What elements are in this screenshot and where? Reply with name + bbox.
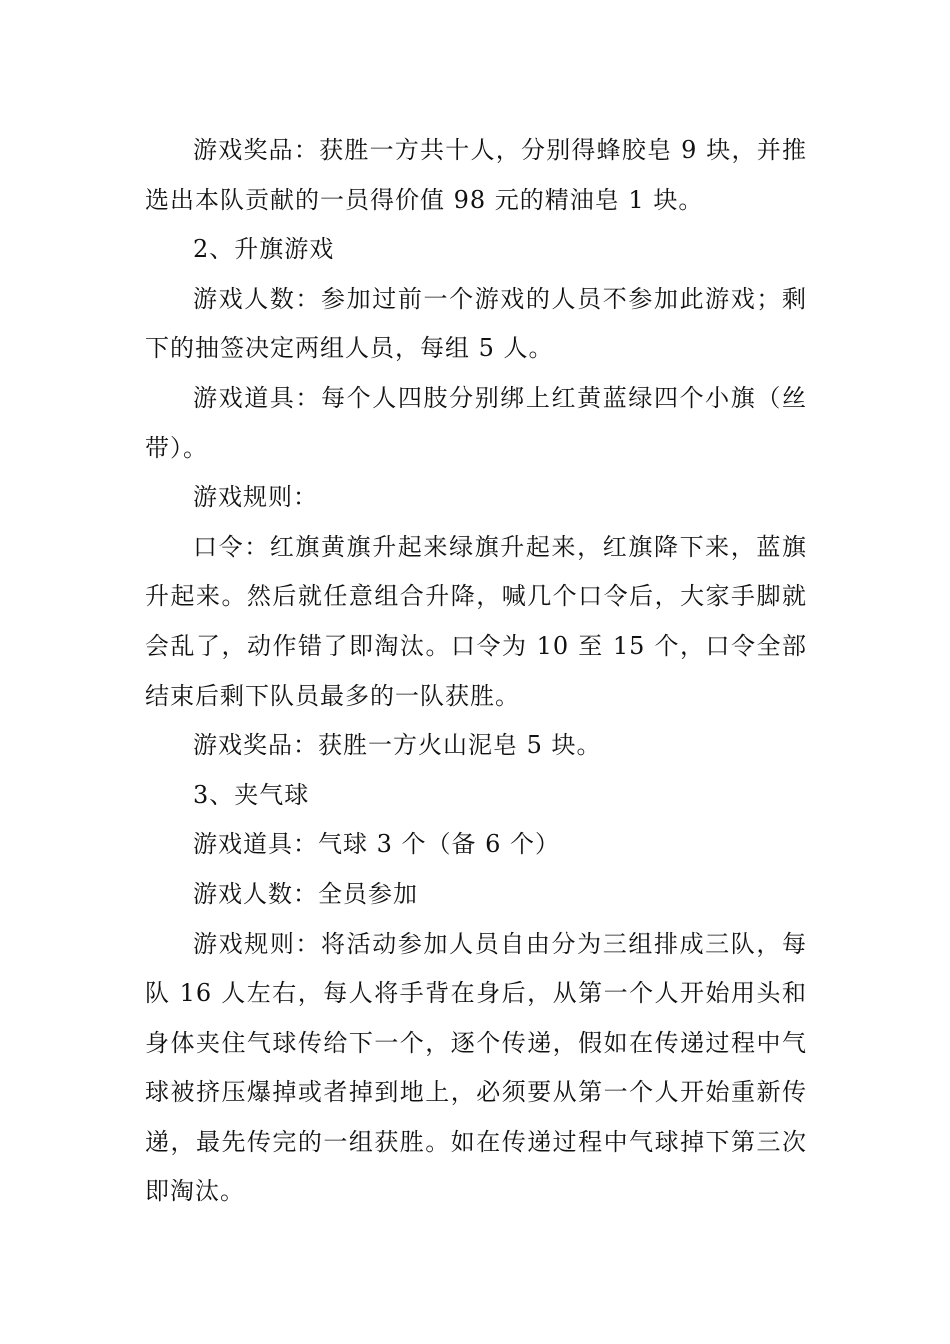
section-heading-flag-game: 2、升旗游戏 <box>193 235 335 264</box>
paragraph-prize-1: 游戏奖品：获胜一方共十人，分别得蜂胶皂 9 块，并推选出本队贡献的一员得价值 98 元的精油皂 1 块。 <box>145 136 807 214</box>
section-heading-balloon-game: 3、夹气球 <box>193 780 310 809</box>
paragraph-rules-heading-2: 游戏规则： <box>193 483 318 512</box>
paragraph-participants-3: 游戏人数：全员参加 <box>193 879 418 908</box>
paragraph-props-3: 游戏道具：气球 3 个（备 6 个） <box>193 830 561 859</box>
paragraph-props-2: 游戏道具：每个人四肢分别绑上红黄蓝绿四个小旗（丝带）。 <box>145 383 807 462</box>
paragraph-rules-3: 游戏规则：将活动参加人员自由分为三组排成三队，每队 16 人左右，每人将手背在身后，从第一个人开始用头和身体夹住气球传给下一个，逐个传递，假如在传递过程中气球被挤压爆掉或者掉到地上，必须要从第一个人开始重新传递，最先传完的一组获胜。如在传递过程中气球掉下第三次即淘汰。 <box>145 929 807 1206</box>
paragraph-prize-2: 游戏奖品：获胜一方火山泥皂 5 块。 <box>193 731 602 760</box>
paragraph-commands: 口令：红旗黄旗升起来绿旗升起来，红旗降下来，蓝旗升起来。然后就任意组合升降，喊几个口令后，大家手脚就会乱了，动作错了即淘汰。口令为 10 至 15 个，口令全部结束后剩下队员最多的一队获胜。 <box>145 532 807 710</box>
paragraph-participants-2: 游戏人数：参加过前一个游戏的人员不参加此游戏；剩下的抽签决定两组人员，每组 5 人。 <box>145 284 807 363</box>
document-body <box>145 126 807 1217</box>
